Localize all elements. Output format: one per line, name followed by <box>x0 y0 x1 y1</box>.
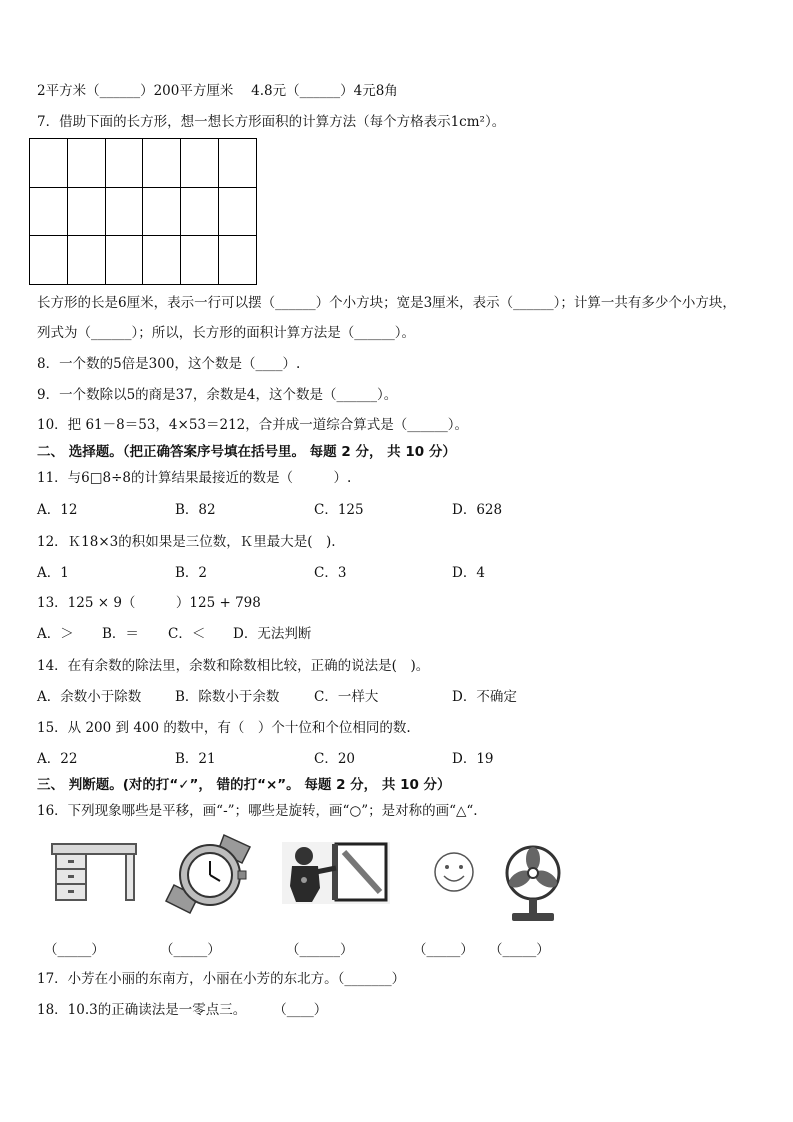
option-b: B．82 <box>175 502 216 518</box>
smiley-face-icon <box>432 850 476 894</box>
question-17: 17．小芳在小丽的东南方，小丽在小芳的东北方。（_______） <box>37 971 406 987</box>
option-a: A．1 <box>37 565 69 581</box>
answer-blank-1[interactable]: （_____） <box>44 942 105 958</box>
option-d: D．628 <box>452 502 503 518</box>
option-d: D．19 <box>452 751 494 767</box>
question-11: 11．与6□8÷8的计算结果最接近的数是（ ）. <box>37 470 352 486</box>
question-12: 12．Ｋ18×3的积如果是三位数，Ｋ里最大是( ). <box>37 534 336 550</box>
question-11-options <box>37 501 757 519</box>
option-b: B．＝ <box>102 626 139 642</box>
option-c: C．＜ <box>168 626 206 642</box>
question-13: 13．125 × 9（ ）125 + 798 <box>37 595 261 611</box>
question-15: 15．从 200 到 400 的数中，有（ ）个十位和个位相同的数. <box>37 720 411 736</box>
option-c: C．125 <box>314 502 364 518</box>
watch-icon <box>164 833 260 915</box>
option-d: D．不确定 <box>452 689 517 705</box>
rectangle-grid <box>29 138 257 285</box>
question-8: 8．一个数的5倍是300，这个数是（____）. <box>37 356 301 372</box>
question-14-options <box>37 688 757 706</box>
option-a: A．12 <box>37 502 78 518</box>
question-9: 9．一个数除以5的商是37，余数是4，这个数是（______）。 <box>37 387 398 403</box>
option-a: A．＞ <box>37 626 74 642</box>
question-15-options <box>37 750 757 768</box>
question-12-options <box>37 564 757 582</box>
desk-icon <box>48 840 140 906</box>
question-14: 14．在有余数的除法里，余数和除数相比较，正确的说法是( )。 <box>37 658 430 674</box>
question-10: 10．把 61－8＝53，4×53＝212，合并成一道综合算式是（______）。 <box>37 417 469 433</box>
option-d: D．4 <box>452 565 485 581</box>
question-7-text-a: 长方形的长是6厘米，表示一行可以摆（______）个小方块；宽是3厘米，表示（______）；计算一共有多少个小方块， <box>37 295 736 311</box>
option-b: B．2 <box>175 565 208 581</box>
question-16: 16．下列现象哪些是平移，画“-”；哪些是旋转，画“○”；是对称的画“△“. <box>37 803 478 819</box>
option-c: C．20 <box>314 751 356 767</box>
question-7-text-b: 列式为（______）；所以，长方形的面积计算方法是（______）。 <box>37 325 415 341</box>
option-b: B．21 <box>175 751 216 767</box>
electric-fan-icon <box>500 845 566 923</box>
person-pushing-window-icon <box>282 842 390 904</box>
answer-blank-3[interactable]: （______） <box>286 942 354 958</box>
section-2-heading: 二、 选择题。（把正确答案序号填在括号里。 每题 2 分， 共 10 分） <box>37 444 456 460</box>
question-6-line: 2平方米（______）200平方厘米 4.8元（______）4元8角 <box>37 83 398 99</box>
option-b: B．除数小于余数 <box>175 689 280 705</box>
question-7: 7．借助下面的长方形，想一想长方形面积的计算方法（每个方格表示1cm²）。 <box>37 114 506 130</box>
answer-blank-5[interactable]: （_____） <box>489 942 550 958</box>
question-13-options <box>37 625 757 643</box>
option-c: C．3 <box>314 565 347 581</box>
option-d: D．无法判断 <box>233 626 312 642</box>
option-a: A．余数小于除数 <box>37 689 142 705</box>
option-a: A．22 <box>37 751 78 767</box>
answer-blank-4[interactable]: （_____） <box>413 942 474 958</box>
answer-blank-2[interactable]: （_____） <box>160 942 221 958</box>
option-c: C．一样大 <box>314 689 379 705</box>
question-18: 18．10.3的正确读法是一零点三。 （____） <box>37 1002 328 1018</box>
section-3-heading: 三、 判断题。(对的打“✓”， 错的打“×”。 每题 2 分， 共 10 分） <box>37 777 451 793</box>
